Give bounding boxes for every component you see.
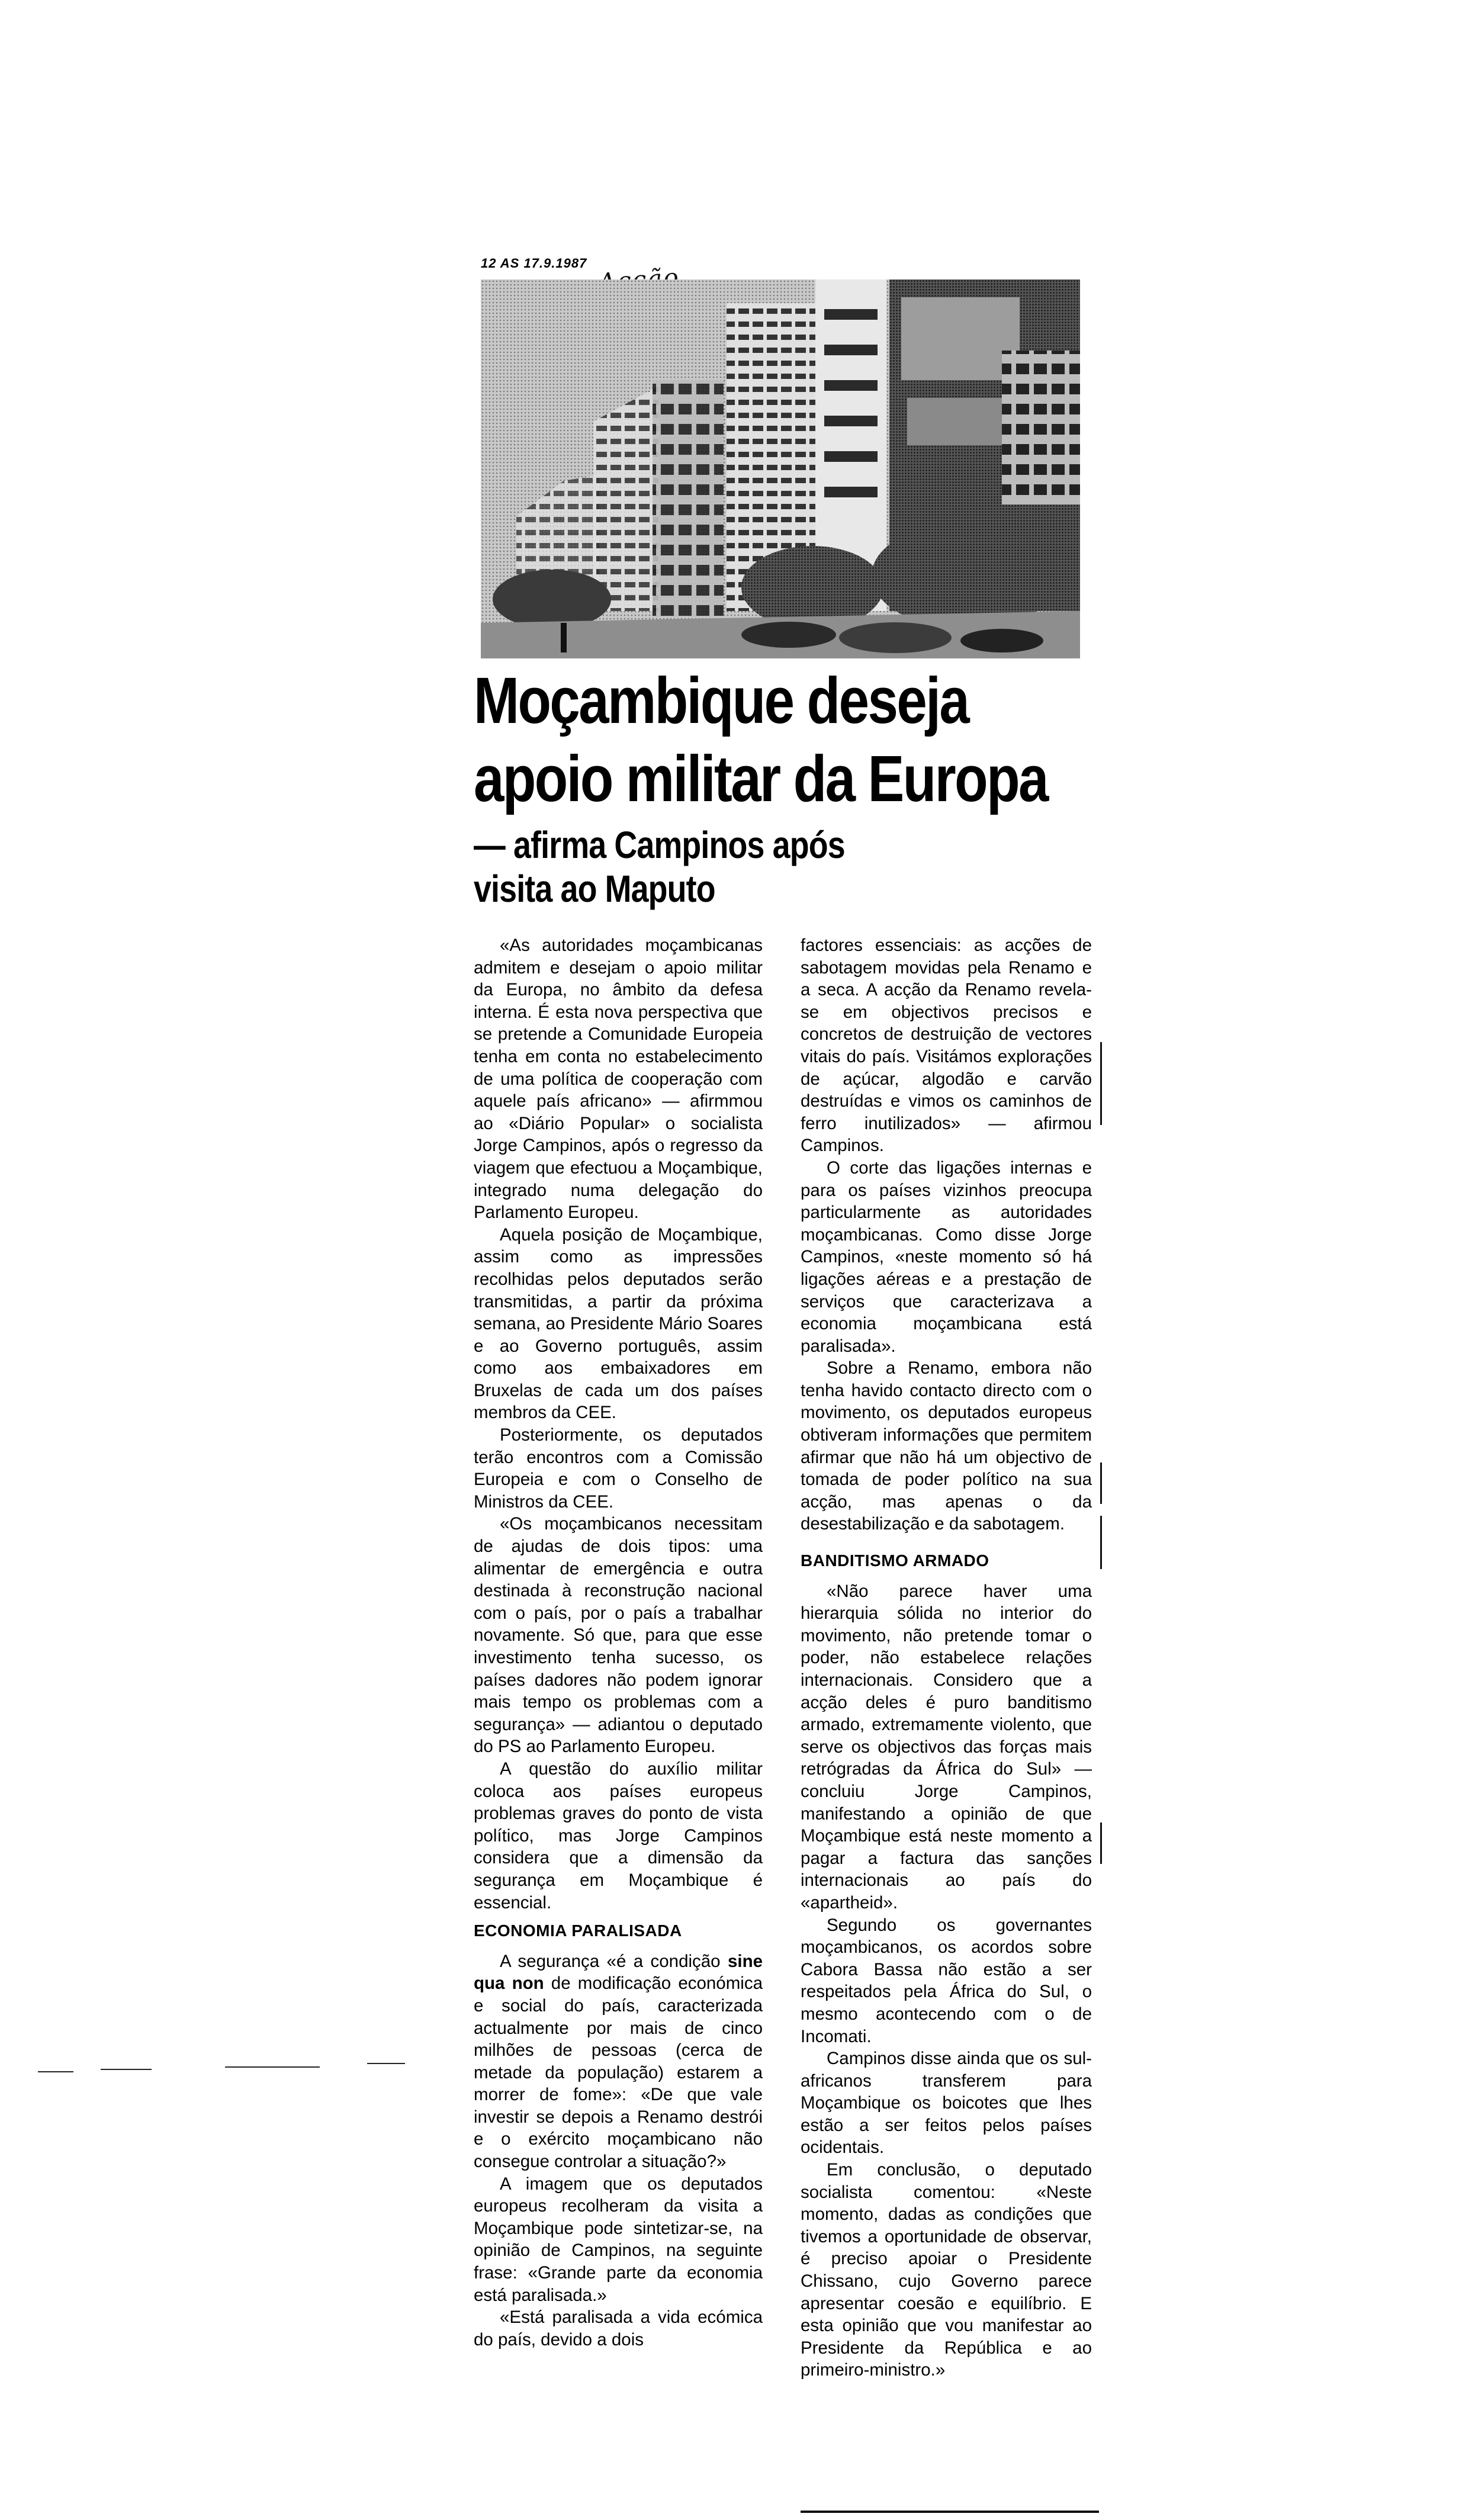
paragraph: Campinos disse ainda que os sul-africanos transferem para Moçambique os boicotes que lhes estão a ser feitos pelos países ocidentais. <box>801 2049 1092 2158</box>
scan-mark <box>38 2071 73 2072</box>
paragraph: Posteriormente, os deputados terão encontros com a Comissão Europeia e com o Conselho de Ministros da CEE. <box>474 1425 763 1512</box>
headline-line-1: Moçambique deseja <box>474 664 969 737</box>
headline <box>474 662 1047 818</box>
street-photo-icon <box>481 279 1080 658</box>
paragraph <box>474 1950 763 2173</box>
scan-mark <box>1100 1516 1102 1569</box>
article-column-right <box>801 934 1092 2381</box>
scan-mark <box>101 2069 152 2070</box>
scan-mark <box>367 2063 405 2064</box>
subheadline <box>474 823 882 911</box>
scan-mark <box>1100 1042 1102 1125</box>
scan-mark <box>225 2066 320 2068</box>
paragraph: «Não parece haver uma hierarquia sólida no interior do movimento, não pretende tomar o poder, não estabelece relações internacionais. Considero que a acção deles é puro banditismo armado, extremamente violento, que serve os objectivos das forças mais retrógradas da África do Sul» — concluiu Jorge Campinos, manifestando a opinião de que Moçambique está neste momento a pagar a factura das sanções internacionais ao país do «apartheid». <box>801 1581 1092 1912</box>
section-heading-banditismo: BANDITISMO ARMADO <box>801 1551 989 1570</box>
dateline: 12 AS 17.9.1987 <box>481 256 587 271</box>
paragraph: «Está paralisada a vida ecómica do país, devido a dois <box>474 2307 763 2349</box>
article-column-left <box>474 934 763 2351</box>
paragraph: Sobre a Renamo, embora não tenha havido contacto directo com o movimento, os deputados europeus obtiveram informações que permitem afirmar que não há um objectivo de tomada de poder político na sua acção, mas apenas o da desestabilização e da sabotagem. <box>801 1358 1092 1534</box>
subheadline-line-2: visita ao Maputo <box>474 867 715 910</box>
paragraph: «Os moçambicanos necessitam de ajudas de dois tipos: uma alimentar de emergência e outra destinada à reconstrução nacional com o país, por o país a trabalhar novamente. Só que, para que esse investimento tenha sucesso, os países dadores não podem ignorar mais tempo os problemas com a segurança» — adiantou o deputado do PS ao Parlamento Europeu. <box>474 1514 763 1757</box>
subheadline-line-1: — afirma Campinos após <box>474 824 845 866</box>
headline-line-2: apoio militar da Europa <box>474 742 1047 815</box>
section-heading-economia: ECONOMIA PARALISADA <box>474 1921 682 1940</box>
paragraph: «As autoridades moçambicanas admitem e desejam o apoio militar da Europa, no âmbito da defesa interna. É esta nova perspectiva que se pretende a Comunidade Europeia tenha em conta no estabelecimento de uma política de cooperação com aquele país africano» — afirmmou ao «Diário Popular» o socialista Jorge Campinos, após o regresso da viagem que efectuou a Moçambique, integrado numa delegação do Parlamento Europeu. <box>474 936 763 1223</box>
paragraph: Em conclusão, o deputado socialista comentou: «Neste momento, dadas as condições que tivemos a oportunidade de observar, é preciso apoiar o Presidente Chissano, cujo Governo parece apresentar coesão e equilíbrio. E esta opinião que vou manifestar ao Presidente da República e ao primeiro-ministro.» <box>801 2160 1092 2380</box>
paragraph: O corte das ligações internas e para os países vizinhos preocupa particularmente as autoridades moçambicanas. Como disse Jorge Campinos, «neste momento só há ligações aéreas e a prestação de serviços que caracterizava a economia moçambicana está paralisada». <box>801 1158 1092 1356</box>
paragraph: A questão do auxílio militar coloca aos países europeus problemas graves do ponto de vista político, mas Jorge Campinos considera que a dimensão da segurança em Moçambique é essencial. <box>474 1759 763 1912</box>
scan-mark <box>1100 1462 1102 1504</box>
paragraph: factores essenciais: as acções de sabotagem movidas pela Renamo e a seca. A acção da Renamo revela-se em objectivos precisos e concretos de destruição de vectores vitais do país. Visitámos explorações de açúcar, algodão e carvão destruídas e vimos os caminhos de ferro inutilizados» — afirmou Campinos. <box>801 936 1092 1156</box>
paragraph: A imagem que os deputados europeus recolheram da visita a Moçambique pode sintetizar-se, na opinião de Campinos, na seguinte frase: «Grande parte da economia está paralisada.» <box>474 2174 763 2305</box>
paragraph: Segundo os governantes moçambicanos, os acordos sobre Cabora Bassa não estão a ser respeitados pela África do Sul, o mesmo acontecendo com o de Incomati. <box>801 1915 1092 2046</box>
bold-phrase: sine qua non <box>474 1951 763 1994</box>
street-photo <box>481 279 1080 658</box>
bottom-rule <box>801 2511 1099 2513</box>
text-run: A segurança «é a condição <box>500 1951 728 1971</box>
text-run: de modificação económica e social do país, caracterizada actualmente por mais de cinco milhões de pessoas (cerca de metade da população) estarem a morrer de fome»: «De que vale investir se depois a Renamo destrói e o exército moçambicano não consegue controlar a situação?» <box>474 1973 763 2172</box>
scan-mark <box>1100 1822 1102 1864</box>
paragraph: Aquela posição de Moçambique, assim como as impressões recolhidas pelos deputados serão transmitidas, a partir da próxima semana, ao Presidente Mário Soares e ao Governo português, assim como aos embaixadores em Bruxelas de cada um dos países membros da CEE. <box>474 1224 763 1423</box>
